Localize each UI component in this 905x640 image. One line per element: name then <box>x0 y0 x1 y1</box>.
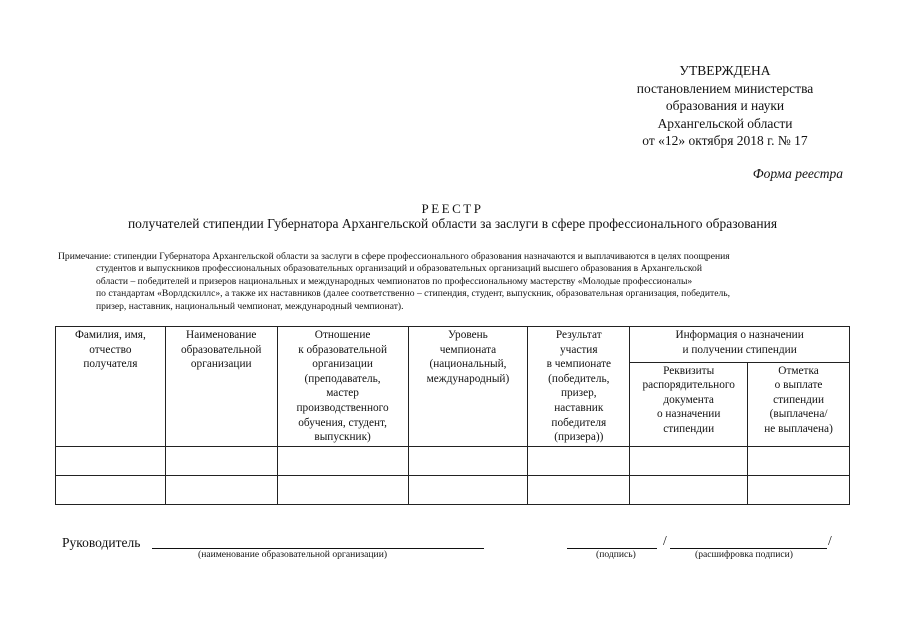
header-cell-level: Уровень чемпионата (национальный, международный) <box>408 327 528 447</box>
table-cell[interactable] <box>528 475 630 504</box>
slash-separator: / <box>663 533 667 548</box>
table-cell[interactable] <box>277 475 408 504</box>
table-cell[interactable] <box>528 446 630 475</box>
header-cell-organization: Наименование образовательной организации <box>165 327 277 447</box>
header-row <box>56 327 850 363</box>
document-title: РЕЕСТР <box>421 201 484 216</box>
table-cell[interactable] <box>56 446 166 475</box>
header-cell-relation: Отношение к образовательной организации (преподаватель, мастер производственного обучения, студент, выпускник) <box>277 327 408 447</box>
note-block <box>58 251 848 313</box>
note-line: Примечание: стипендии Губернатора Архангельской области за заслуги в сфере профессионального образования назначаются и выплачиваются в целях поощрения <box>58 251 730 262</box>
header-cell-result: Результат участия в чемпионате (победитель, призер, наставник победителя (призера)) <box>528 327 630 447</box>
table-cell[interactable] <box>165 446 277 475</box>
org-name-line[interactable] <box>152 535 484 549</box>
approval-line: от «12» октября 2018 г. № 17 <box>642 133 808 148</box>
approval-line: образования и науки <box>665 98 785 113</box>
approval-line: Архангельской области <box>657 115 793 131</box>
signature-hint: (подпись) <box>596 549 636 560</box>
note-line: по стандартам «Ворлдскиллс», а также их наставников (далее соответственно – стипендия, студент, выпускник, образовательная организация, победитель, <box>96 288 731 300</box>
approval-block <box>600 62 850 150</box>
note-line: студентов и выпускников профессиональных образовательных организаций и образовательных организаций высшего образования в Архангельской <box>96 263 702 275</box>
slash-separator: / <box>828 533 832 548</box>
document-subtitle: получателей стипендии Губернатора Архангельской области за заслуги в сфере профессионального образования <box>127 216 778 231</box>
registry-table <box>55 326 850 505</box>
header-cell-stipend-info: Информация о назначении и получении стипендии <box>630 327 850 363</box>
decode-line[interactable] <box>670 535 827 549</box>
approval-line: постановлением министерства <box>636 80 814 96</box>
header-cell-payment-mark: Отметка о выплате стипендии (выплачена/ не выплачена) <box>748 362 850 446</box>
table-cell[interactable] <box>165 475 277 504</box>
table-cell[interactable] <box>748 475 850 504</box>
table-cell[interactable] <box>630 446 748 475</box>
table-cell[interactable] <box>408 475 528 504</box>
table-row <box>56 475 850 504</box>
head-label: Руководитель <box>62 535 141 550</box>
table-cell[interactable] <box>630 475 748 504</box>
signature-line[interactable] <box>567 535 657 549</box>
form-label: Форма реестра <box>752 166 843 181</box>
table-row <box>56 446 850 475</box>
note-line: призер, наставник, национальный чемпионат, международный чемпионат). <box>96 300 404 312</box>
table-cell[interactable] <box>408 446 528 475</box>
header-cell-decree: Реквизиты распорядительного документа о назначении стипендии <box>630 362 748 446</box>
approval-line: УТВЕРЖДЕНА <box>679 63 771 78</box>
table-cell[interactable] <box>277 446 408 475</box>
note-line: области – победителей и призеров национальных и международных чемпионатов по профессиональному мастерству «Молодые профессионалы» <box>96 275 693 287</box>
org-name-hint: (наименование образовательной организации) <box>198 549 388 560</box>
table-cell[interactable] <box>56 475 166 504</box>
header-cell-recipient: Фамилия, имя, отчество получателя <box>56 327 166 447</box>
decode-hint: (расшифровка подписи) <box>695 549 793 560</box>
table-cell[interactable] <box>748 446 850 475</box>
